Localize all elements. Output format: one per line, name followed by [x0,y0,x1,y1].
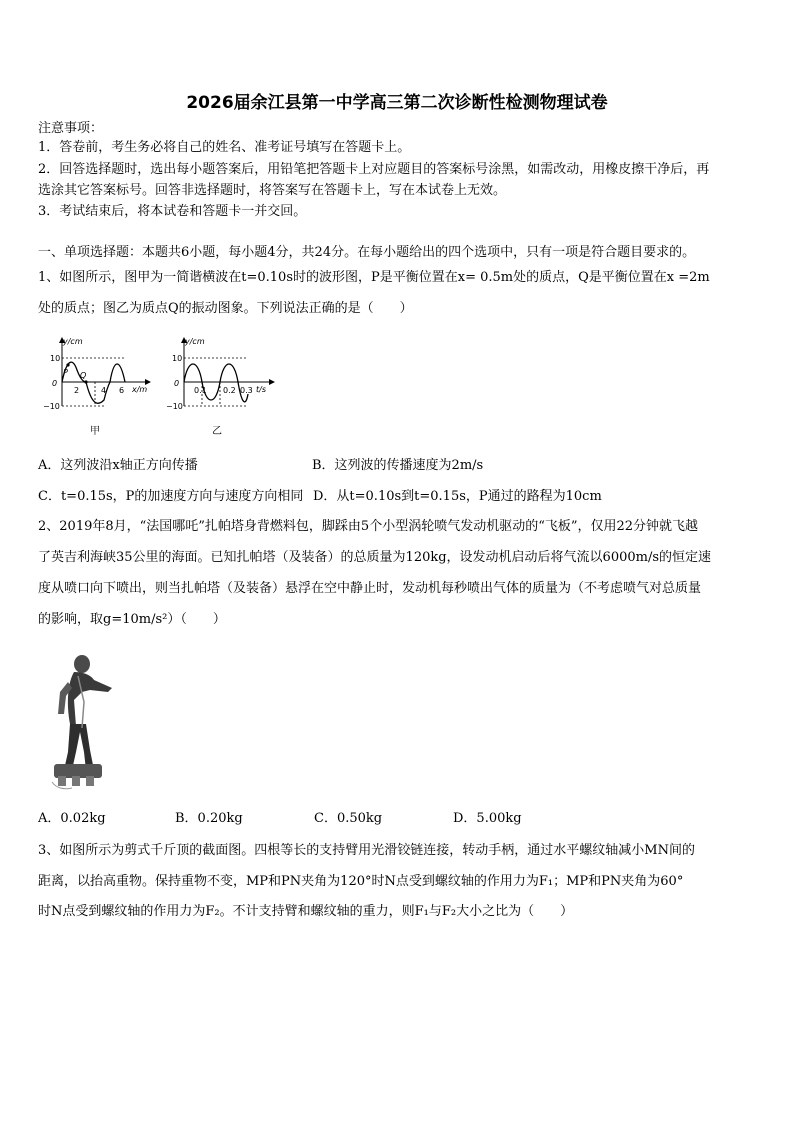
vib-xtick-01: 0.1 [194,386,207,395]
q2-text-line-1: 2、2019年8月，“法国哪吒”扎帕塔身背燃料包，脚踩由5个小型涡轮喷气发动机驱动的“飞板”，仅用22分钟就飞越 [38,519,699,534]
vib-xlabel: t/s [256,385,266,394]
wave-xtick-2: 2 [74,386,80,395]
notice-item-2: 2．回答选择题时，选出每小题答案后，用铅笔把答题卡上对应题目的答案标号涂黑，如需改动，用橡皮擦干净后，再 [38,162,710,177]
q1-option-d: D．从t=0.10s到t=0.15s，P通过的路程为10cm [313,489,602,504]
q2-option-a: A．0.02kg [38,811,106,826]
q2-text-line-4: 的影响，取g=10m/s²）（ ） [38,612,226,627]
figure-wave-graph [40,334,158,438]
vib-ylabel: y/cm [185,337,205,346]
vib-xtick-03: 0.3 [240,386,253,395]
figure-vibration-graph [166,334,288,438]
q2-option-b: B．0.20kg [175,811,243,826]
vib-ytick-10: 10 [172,354,183,363]
notice-item-3: 3．考试结束后，将本试卷和答题卡一并交回。 [38,204,307,219]
q2-option-c: C．0.50kg [314,811,383,826]
q1-option-b: B．这列波的传播速度为2m/s [312,458,484,473]
vib-xtick-02: 0.2 [223,386,236,395]
wave-ylabel: y/cm [63,337,83,346]
wave-xtick-4: 4 [101,386,107,395]
q1-text-line-1: 1、如图所示，图甲为一简谐横波在t=0.10s时的波形图，P是平衡位置在x= 0.5m处的质点，Q是平衡位置在x =2m [38,270,710,285]
flyboard-photo [38,652,128,792]
wave-caption: 甲 [90,426,100,437]
wave-xtick-6: 6 [119,386,125,395]
q3-text-line-1: 3、如图所示为剪式千斤顶的截面图。四根等长的支持臂用光滑铰链连接，转动手柄，通过水平螺纹轴减小MN间的 [38,843,695,858]
q2-option-d: D．5.00kg [453,811,522,826]
notice-item-2-cont: 选涂其它答案标号。回答非选择题时，将答案写在答题卡上，写在本试卷上无效。 [38,183,507,198]
wave-point-q: Q [80,371,87,380]
wave-ytick-neg10: −10 [43,402,60,411]
vib-caption: 乙 [212,426,222,437]
vib-ytick-neg10: −10 [166,402,183,411]
notice-heading: 注意事项： [38,121,104,136]
section-heading: 一、单项选择题：本题共6小题，每小题4分，共24分。在每小题给出的四个选项中，只有一项是符合题目要求的。 [38,245,696,260]
q1-option-c: C．t=0.15s，P的加速度方向与速度方向相同 [38,489,304,504]
wave-ytick-10: 10 [50,354,61,363]
wave-point-p: P [63,368,68,377]
q3-text-line-2: 距离，以抬高重物。保持重物不变，MP和PN夹角为120°时N点受到螺纹轴的作用力为F₁；MP和PN夹角为60° [38,874,684,889]
vib-ytick-0: 0 [174,379,180,388]
q1-option-a: A．这列波沿x轴正方向传播 [38,458,198,473]
q1-text-line-2: 处的质点；图乙为质点Q的振动图象。下列说法正确的是（ ） [38,301,413,316]
notice-item-1: 1．答卷前，考生务必将自己的姓名、准考证号填写在答题卡上。 [38,140,411,155]
wave-xlabel: x/m [132,385,148,394]
q2-text-line-2: 了英吉利海峡35公里的海面。已知扎帕塔（及装备）的总质量为120kg，设发动机启动后将气流以6000m/s的恒定速 [38,550,712,565]
q2-text-line-3: 度从喷口向下喷出，则当扎帕塔（及装备）悬浮在空中静止时，发动机每秒喷出气体的质量为（不考虑喷气对总质量 [38,581,702,596]
wave-ytick-0: 0 [52,379,58,388]
exam-title: 2026届余江县第一中学高三第二次诊断性检测物理试卷 [186,93,608,113]
q3-text-line-3: 时N点受到螺纹轴的作用力为F₂。不计支持臂和螺纹轴的重力，则F₁与F₂大小之比为（ ） [38,904,574,919]
